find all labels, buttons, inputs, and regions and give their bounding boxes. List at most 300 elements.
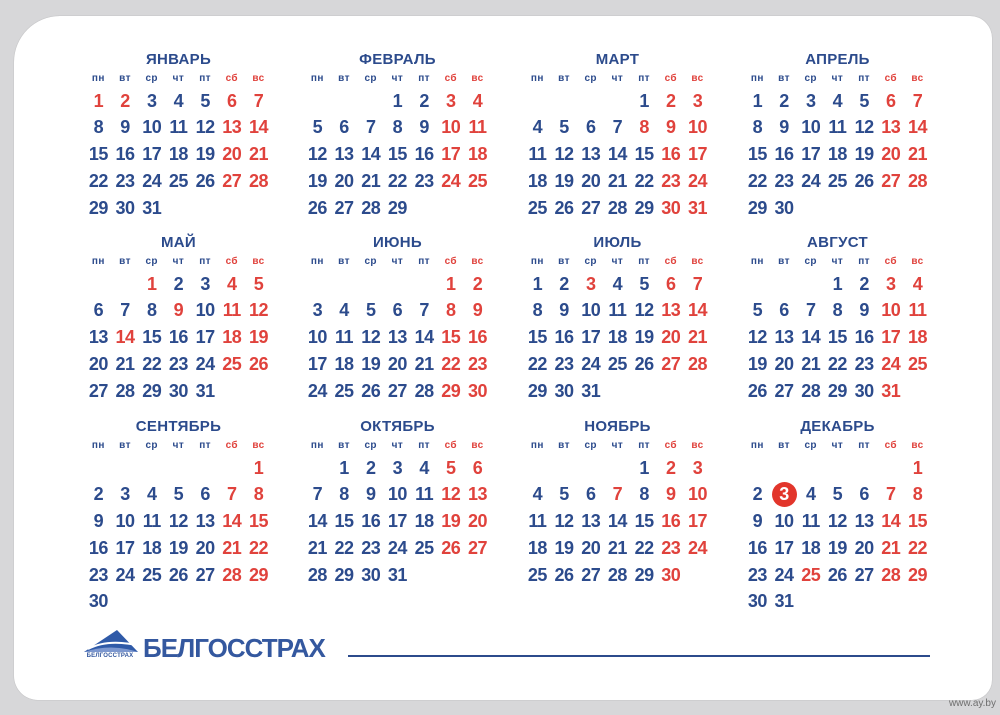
month-title: ИЮНЬ xyxy=(372,234,423,251)
holiday-day: 5 xyxy=(446,457,456,478)
weekday-label: чт xyxy=(391,256,404,267)
day-number: 31 xyxy=(774,591,794,612)
day-number: 21 xyxy=(115,353,135,374)
day-grid xyxy=(524,271,711,405)
day-number: 15 xyxy=(527,327,547,348)
day-number: 23 xyxy=(854,353,874,374)
day-number: 24 xyxy=(142,170,162,191)
holiday-day: 24 xyxy=(881,353,901,374)
day-number: 27 xyxy=(774,380,794,401)
weekday-label: пн xyxy=(91,256,105,267)
weekday-header xyxy=(85,73,272,85)
weekday-label: пт xyxy=(418,73,430,84)
day-number: 25 xyxy=(827,170,847,191)
day-number: 6 xyxy=(339,117,349,138)
day-number: 28 xyxy=(414,380,434,401)
month-december xyxy=(744,418,931,618)
holiday-day: 27 xyxy=(661,353,681,374)
day-number: 19 xyxy=(554,537,574,558)
day-number: 23 xyxy=(168,353,188,374)
day-number: 3 xyxy=(120,484,130,505)
day-number: 20 xyxy=(88,353,108,374)
day-number: 8 xyxy=(93,117,104,138)
holiday-day: 2 xyxy=(120,90,130,111)
day-number: 2 xyxy=(559,273,569,294)
holiday-day: 14 xyxy=(248,117,268,138)
holiday-day: 21 xyxy=(687,327,707,348)
weekday-label: чт xyxy=(172,440,185,451)
weekday-label: сб xyxy=(225,440,238,451)
day-number: 7 xyxy=(612,117,623,138)
day-grid xyxy=(304,455,491,589)
day-number: 9 xyxy=(93,511,104,532)
holiday-day: 9 xyxy=(666,484,676,505)
day-number: 28 xyxy=(607,564,627,585)
weekday-header xyxy=(524,73,711,85)
day-number: 31 xyxy=(387,564,407,585)
day-number: 14 xyxy=(607,144,627,165)
holiday-day: 12 xyxy=(441,484,461,505)
signature-line xyxy=(348,655,930,657)
holiday-day: 8 xyxy=(639,117,649,138)
weekday-label: ср xyxy=(584,73,597,84)
holiday-day: 11 xyxy=(468,117,487,138)
day-number: 21 xyxy=(607,537,627,558)
weekday-label: ср xyxy=(584,440,597,451)
holiday-day: 21 xyxy=(248,144,268,165)
day-number: 19 xyxy=(361,353,381,374)
day-number: 24 xyxy=(115,564,135,585)
day-number: 6 xyxy=(93,300,104,321)
weekday-label: сб xyxy=(444,73,457,84)
weekday-label: пн xyxy=(750,440,764,451)
holiday-day: 10 xyxy=(441,117,461,138)
holiday-day: 25 xyxy=(467,170,487,191)
weekday-label: пт xyxy=(858,73,870,84)
weekday-label: пн xyxy=(91,440,105,451)
holiday-day: 12 xyxy=(248,300,268,321)
day-number: 15 xyxy=(634,511,654,532)
holiday-day: 13 xyxy=(661,300,681,321)
day-number: 19 xyxy=(854,144,874,165)
day-number: 27 xyxy=(581,197,601,218)
weekday-label: вс xyxy=(691,440,704,451)
day-number: 31 xyxy=(142,197,162,218)
day-number: 14 xyxy=(414,327,434,348)
day-number: 20 xyxy=(774,353,794,374)
month-february xyxy=(304,51,491,251)
weekday-header xyxy=(85,256,272,268)
weekday-label: ср xyxy=(804,256,817,267)
day-number: 10 xyxy=(581,300,601,321)
weekday-label: вс xyxy=(911,73,924,84)
holiday-day: 29 xyxy=(907,564,927,585)
holiday-day: 28 xyxy=(687,353,707,374)
holiday-day: 25 xyxy=(801,564,821,585)
day-number: 5 xyxy=(559,484,569,505)
day-number: 10 xyxy=(142,117,162,138)
weekday-label: сб xyxy=(884,256,897,267)
day-number: 18 xyxy=(527,170,547,191)
month-title: МАРТ xyxy=(595,51,640,68)
weekday-label: ср xyxy=(145,440,158,451)
holiday-day: 4 xyxy=(227,273,237,294)
day-number: 17 xyxy=(115,537,135,558)
weekday-label: чт xyxy=(391,73,404,84)
holiday-day: 2 xyxy=(666,457,676,478)
day-number: 5 xyxy=(200,90,210,111)
day-number: 28 xyxy=(307,564,327,585)
weekday-label: вс xyxy=(911,256,924,267)
day-number: 22 xyxy=(634,170,654,191)
day-number: 12 xyxy=(634,300,654,321)
brand-name: БЕЛГОССТРАХ xyxy=(143,633,325,663)
day-number: 12 xyxy=(827,511,847,532)
day-number: 9 xyxy=(365,484,376,505)
day-number: 7 xyxy=(120,300,130,321)
holiday-day: 9 xyxy=(666,117,676,138)
weekday-label: пн xyxy=(530,440,544,451)
holiday-day: 7 xyxy=(886,484,896,505)
day-number: 10 xyxy=(387,484,407,505)
day-number: 10 xyxy=(774,511,794,532)
day-number: 9 xyxy=(419,117,429,138)
weekday-header xyxy=(304,440,491,452)
day-grid xyxy=(524,88,711,222)
holiday-day: 1 xyxy=(253,457,264,478)
day-number: 26 xyxy=(195,170,215,191)
day-number: 28 xyxy=(361,197,381,218)
holiday-day: 20 xyxy=(222,144,242,165)
day-number: 29 xyxy=(142,380,162,401)
weekday-label: пн xyxy=(310,256,324,267)
day-number: 21 xyxy=(607,170,627,191)
day-number: 24 xyxy=(387,537,407,558)
day-number: 15 xyxy=(387,144,407,165)
weekday-label: вт xyxy=(338,440,350,451)
weekday-header xyxy=(524,256,711,268)
holiday-day: 13 xyxy=(467,484,487,505)
day-number: 30 xyxy=(361,564,381,585)
day-number: 10 xyxy=(195,300,215,321)
day-number: 23 xyxy=(88,564,108,585)
day-number: 26 xyxy=(554,197,574,218)
holiday-day: 25 xyxy=(907,353,927,374)
day-number: 20 xyxy=(195,537,215,558)
holiday-day: 20 xyxy=(467,511,487,532)
day-number: 31 xyxy=(581,380,601,401)
day-number: 19 xyxy=(827,537,847,558)
weekday-label: ср xyxy=(804,440,817,451)
day-number: 13 xyxy=(581,144,601,165)
day-number: 23 xyxy=(554,353,574,374)
day-number: 29 xyxy=(88,197,108,218)
day-number: 27 xyxy=(195,564,215,585)
day-number: 12 xyxy=(747,327,767,348)
day-number: 23 xyxy=(361,537,381,558)
day-number: 22 xyxy=(747,170,767,191)
holiday-day: 25 xyxy=(222,353,242,374)
month-title: ФЕВРАЛЬ xyxy=(359,51,436,68)
day-number: 21 xyxy=(361,170,381,191)
day-number: 22 xyxy=(387,170,407,191)
weekday-label: ср xyxy=(364,440,377,451)
month-title: ОКТЯБРЬ xyxy=(360,418,435,435)
holiday-day: 24 xyxy=(441,170,461,191)
day-number: 17 xyxy=(801,144,821,165)
holiday-day: 10 xyxy=(881,300,901,321)
day-number: 19 xyxy=(747,353,767,374)
day-number: 22 xyxy=(634,537,654,558)
day-number: 8 xyxy=(392,117,403,138)
weekday-label: вс xyxy=(252,73,265,84)
day-grid xyxy=(744,271,931,405)
holiday-day: 24 xyxy=(687,170,707,191)
weekday-label: пт xyxy=(199,256,211,267)
holiday-day: 2 xyxy=(666,90,676,111)
month-september xyxy=(85,418,272,618)
day-number: 12 xyxy=(554,144,574,165)
watermark: www.ay.by xyxy=(948,698,996,709)
day-number: 8 xyxy=(146,300,157,321)
holiday-day: 3 xyxy=(446,90,456,111)
holiday-day: 27 xyxy=(222,170,242,191)
weekday-label: ср xyxy=(364,73,377,84)
weekday-label: вт xyxy=(778,256,790,267)
holiday-day: 20 xyxy=(661,327,681,348)
day-number: 30 xyxy=(115,197,135,218)
holiday-day: 19 xyxy=(441,511,461,532)
holiday-day: 10 xyxy=(687,484,707,505)
holiday-day: 22 xyxy=(248,537,268,558)
holiday-day: 9 xyxy=(472,300,483,321)
holiday-day: 6 xyxy=(472,457,483,478)
day-number: 29 xyxy=(827,380,847,401)
day-number: 30 xyxy=(168,380,188,401)
day-number: 4 xyxy=(612,273,623,294)
holiday-day: 4 xyxy=(912,273,923,294)
day-number: 17 xyxy=(581,327,601,348)
holiday-day: 16 xyxy=(661,511,681,532)
holiday-day: 7 xyxy=(227,484,237,505)
weekday-label: вс xyxy=(252,440,265,451)
day-number: 4 xyxy=(532,117,543,138)
holiday-day: 3 xyxy=(692,457,703,478)
day-number: 4 xyxy=(339,300,349,321)
holiday-day: 31 xyxy=(687,197,707,218)
day-number: 9 xyxy=(120,117,130,138)
day-number: 2 xyxy=(419,90,429,111)
day-number: 25 xyxy=(168,170,188,191)
day-number: 19 xyxy=(307,170,327,191)
day-number: 16 xyxy=(361,511,381,532)
weekday-label: пт xyxy=(858,256,870,267)
holiday-day: 21 xyxy=(222,537,242,558)
weekday-label: пт xyxy=(638,73,650,84)
day-number: 30 xyxy=(747,591,767,612)
holiday-day: 14 xyxy=(881,511,901,532)
day-number: 4 xyxy=(532,484,543,505)
day-number: 8 xyxy=(339,484,349,505)
day-grid xyxy=(304,271,491,405)
holiday-day: 11 xyxy=(908,300,927,321)
day-number: 23 xyxy=(774,170,794,191)
day-number: 11 xyxy=(828,117,847,138)
weekday-header xyxy=(304,256,491,268)
month-april xyxy=(744,51,931,251)
day-number: 11 xyxy=(335,327,354,348)
weekday-label: вт xyxy=(558,440,570,451)
weekday-label: пн xyxy=(310,440,324,451)
holiday-day: 5 xyxy=(253,273,264,294)
day-grid xyxy=(744,88,931,222)
day-number: 13 xyxy=(334,144,354,165)
day-number: 20 xyxy=(854,537,874,558)
day-number: 6 xyxy=(585,117,596,138)
holiday-day: 30 xyxy=(467,380,487,401)
day-number: 11 xyxy=(528,511,547,532)
day-number: 24 xyxy=(581,353,601,374)
day-number: 22 xyxy=(142,353,162,374)
holiday-day: 3 xyxy=(886,273,896,294)
day-number: 27 xyxy=(88,380,108,401)
day-number: 31 xyxy=(195,380,215,401)
month-may xyxy=(85,234,272,434)
day-number: 30 xyxy=(88,591,108,612)
day-number: 13 xyxy=(195,511,215,532)
day-number: 2 xyxy=(752,484,763,505)
day-grid xyxy=(85,271,272,405)
day-number: 24 xyxy=(307,380,327,401)
weekday-label: пт xyxy=(199,440,211,451)
day-number: 1 xyxy=(639,90,649,111)
weekday-label: чт xyxy=(391,440,404,451)
marked-day xyxy=(771,481,798,508)
day-number: 8 xyxy=(639,484,649,505)
day-number: 1 xyxy=(532,273,543,294)
day-number: 5 xyxy=(365,300,376,321)
holiday-day: 7 xyxy=(612,484,623,505)
day-number: 25 xyxy=(142,564,162,585)
day-number: 12 xyxy=(307,144,327,165)
day-number: 11 xyxy=(801,511,820,532)
day-number: 29 xyxy=(334,564,354,585)
weekday-label: пт xyxy=(418,256,430,267)
holiday-day: 15 xyxy=(248,511,268,532)
day-number: 19 xyxy=(634,327,654,348)
day-number: 26 xyxy=(747,380,767,401)
weekday-label: вс xyxy=(471,256,484,267)
weekday-label: сб xyxy=(444,440,457,451)
day-number: 1 xyxy=(752,90,763,111)
day-number: 13 xyxy=(387,327,407,348)
holiday-day: 6 xyxy=(886,90,896,111)
day-number: 6 xyxy=(859,484,869,505)
day-number: 26 xyxy=(554,564,574,585)
weekday-label: вс xyxy=(691,256,704,267)
day-number: 19 xyxy=(195,144,215,165)
weekday-label: пн xyxy=(310,73,324,84)
month-january xyxy=(85,51,272,251)
holiday-day: 15 xyxy=(441,327,461,348)
day-number: 28 xyxy=(801,380,821,401)
weekday-header xyxy=(524,440,711,452)
day-number: 25 xyxy=(414,537,434,558)
day-number: 26 xyxy=(634,353,654,374)
day-number: 18 xyxy=(527,537,547,558)
day-number: 13 xyxy=(854,511,874,532)
holiday-day: 17 xyxy=(687,144,707,165)
day-number: 30 xyxy=(554,380,574,401)
day-number: 16 xyxy=(168,327,188,348)
day-grid xyxy=(304,88,491,222)
day-number: 1 xyxy=(639,457,649,478)
weekday-label: пн xyxy=(91,73,105,84)
day-number: 21 xyxy=(307,537,327,558)
holiday-day: 14 xyxy=(115,327,135,348)
holiday-day: 22 xyxy=(441,353,461,374)
weekday-label: пн xyxy=(530,256,544,267)
day-number: 23 xyxy=(115,170,135,191)
day-number: 6 xyxy=(779,300,789,321)
day-number: 26 xyxy=(361,380,381,401)
holiday-day: 3 xyxy=(585,273,596,294)
day-number: 2 xyxy=(93,484,104,505)
day-number: 23 xyxy=(747,564,767,585)
emblem-caption: БЕЛГОССТРАХ xyxy=(86,653,134,659)
holiday-day: 8 xyxy=(446,300,456,321)
weekday-label: чт xyxy=(831,256,844,267)
holiday-day: 4 xyxy=(472,90,483,111)
holiday-day: 26 xyxy=(248,353,268,374)
day-number: 26 xyxy=(827,564,847,585)
day-number: 15 xyxy=(747,144,767,165)
day-number: 25 xyxy=(527,564,547,585)
day-number: 20 xyxy=(581,170,601,191)
weekday-label: чт xyxy=(172,256,185,267)
day-number: 16 xyxy=(414,144,434,165)
month-july xyxy=(524,234,711,434)
day-number: 12 xyxy=(554,511,574,532)
month-title: АПРЕЛЬ xyxy=(805,51,870,68)
day-number: 9 xyxy=(859,300,869,321)
weekday-header xyxy=(744,256,931,268)
holiday-day: 28 xyxy=(248,170,268,191)
day-number: 30 xyxy=(774,197,794,218)
holiday-day: 17 xyxy=(441,144,461,165)
day-number: 29 xyxy=(527,380,547,401)
day-number: 3 xyxy=(146,90,157,111)
day-number: 15 xyxy=(88,144,108,165)
day-number: 16 xyxy=(88,537,108,558)
day-number: 26 xyxy=(307,197,327,218)
day-number: 7 xyxy=(365,117,376,138)
day-number: 1 xyxy=(392,90,403,111)
day-number: 17 xyxy=(142,144,162,165)
day-number: 20 xyxy=(581,537,601,558)
weekday-label: сб xyxy=(444,256,457,267)
holiday-day: 19 xyxy=(248,327,268,348)
day-number: 24 xyxy=(774,564,794,585)
weekday-label: вт xyxy=(558,73,570,84)
day-number: 16 xyxy=(747,537,767,558)
day-number: 15 xyxy=(827,327,847,348)
weekday-label: вт xyxy=(119,440,131,451)
day-number: 6 xyxy=(200,484,210,505)
weekday-label: вт xyxy=(338,256,350,267)
day-number: 25 xyxy=(334,380,354,401)
day-number: 11 xyxy=(608,300,627,321)
